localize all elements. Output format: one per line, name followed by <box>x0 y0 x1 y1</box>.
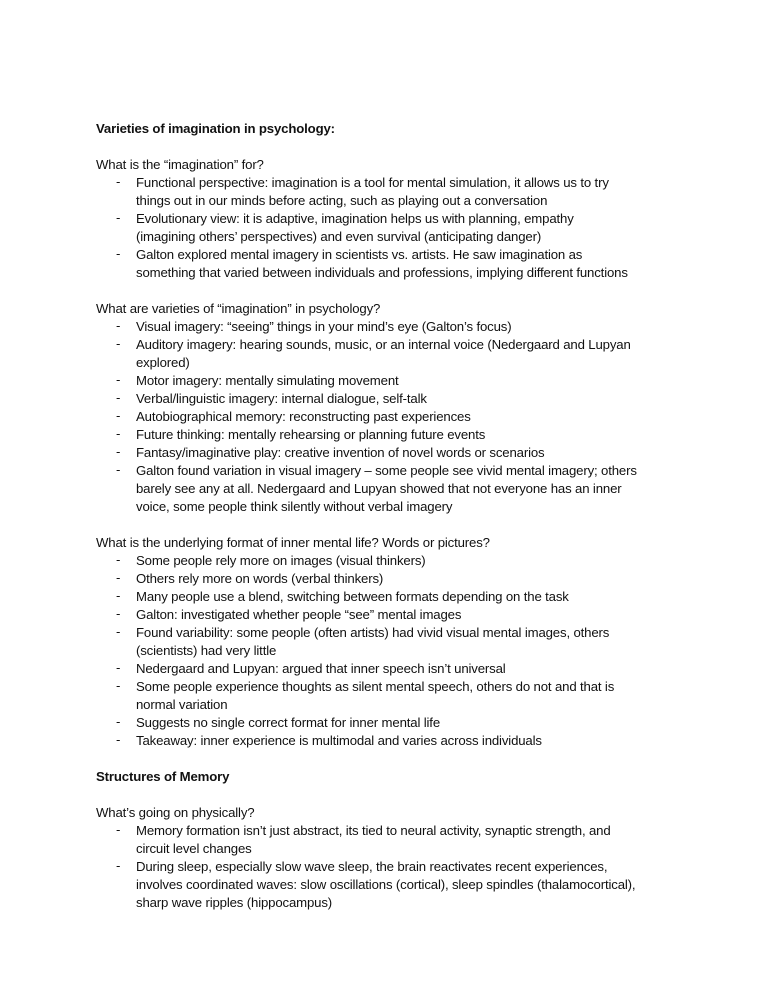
question-heading: What is the “imagination” for? <box>96 157 264 172</box>
list-item-text: sharp wave ripples (hippocampus) <box>136 895 333 910</box>
bullet-dash-icon: - <box>116 678 121 693</box>
list-item <box>96 606 696 624</box>
list-item-text: Autobiographical memory: reconstructing past experiences <box>136 409 471 424</box>
section-heading: Varieties of imagination in psychology: <box>96 121 335 136</box>
list-item <box>96 426 696 444</box>
list-item-text: During sleep, especially slow wave sleep, the brain reactivates recent experiences, <box>136 859 608 874</box>
bullet-list <box>96 174 696 282</box>
list-item <box>96 552 696 570</box>
list-item <box>96 732 696 750</box>
bullet-dash-icon: - <box>116 588 121 603</box>
bullet-dash-icon: - <box>116 372 121 387</box>
list-item <box>96 822 696 858</box>
spacer <box>96 282 696 300</box>
list-item <box>96 174 696 210</box>
list-item <box>96 372 696 390</box>
bullet-dash-icon: - <box>116 210 121 225</box>
bullet-dash-icon: - <box>116 336 121 351</box>
bullet-dash-icon: - <box>116 444 121 459</box>
question-heading: What are varieties of “imagination” in psychology? <box>96 301 381 316</box>
bullet-dash-icon: - <box>116 174 121 189</box>
bullet-dash-icon: - <box>116 552 121 567</box>
list-item-text: something that varied between individuals and professions, implying different functions <box>136 265 628 280</box>
bullet-dash-icon: - <box>116 462 121 477</box>
bullet-dash-icon: - <box>116 714 121 729</box>
bullet-dash-icon: - <box>116 624 121 639</box>
spacer <box>96 138 696 156</box>
list-item-text: involves coordinated waves: slow oscillations (cortical), sleep spindles (thalamocortical), <box>136 877 636 892</box>
list-item <box>96 462 696 516</box>
bullet-dash-icon: - <box>116 732 121 747</box>
bullet-dash-icon: - <box>116 246 121 261</box>
list-item-text: Future thinking: mentally rehearsing or planning future events <box>136 427 486 442</box>
list-item-text: (imagining others’ perspectives) and even survival (anticipating danger) <box>136 229 542 244</box>
bullet-list <box>96 552 696 750</box>
list-item-text: Functional perspective: imagination is a tool for mental simulation, it allows us to try <box>136 175 609 190</box>
bullet-list <box>96 318 696 516</box>
list-item <box>96 660 696 678</box>
list-item-text: Some people rely more on images (visual thinkers) <box>136 553 426 568</box>
list-item-text: Nedergaard and Lupyan: argued that inner speech isn’t universal <box>136 661 506 676</box>
list-item-text: Motor imagery: mentally simulating movement <box>136 373 399 388</box>
list-item-text: voice, some people think silently without verbal imagery <box>136 499 453 514</box>
list-item <box>96 210 696 246</box>
list-item <box>96 570 696 588</box>
bullet-list <box>96 822 696 912</box>
list-item-text: (scientists) had very little <box>136 643 277 658</box>
list-item <box>96 246 696 282</box>
list-item-text: explored) <box>136 355 190 370</box>
section-heading: Structures of Memory <box>96 769 230 784</box>
list-item-text: circuit level changes <box>136 841 252 856</box>
bullet-dash-icon: - <box>116 318 121 333</box>
list-item-text: Verbal/linguistic imagery: internal dialogue, self-talk <box>136 391 427 406</box>
spacer <box>96 516 696 534</box>
list-item-text: Many people use a blend, switching between formats depending on the task <box>136 589 569 604</box>
bullet-dash-icon: - <box>116 426 121 441</box>
list-item-text: Evolutionary view: it is adaptive, imagination helps us with planning, empathy <box>136 211 574 226</box>
list-item <box>96 444 696 462</box>
list-item-text: Fantasy/imaginative play: creative invention of novel words or scenarios <box>136 445 545 460</box>
bullet-dash-icon: - <box>116 570 121 585</box>
list-item <box>96 678 696 714</box>
question-heading: What is the underlying format of inner mental life? Words or pictures? <box>96 535 490 550</box>
bullet-dash-icon: - <box>116 660 121 675</box>
list-item-text: Galton found variation in visual imagery – some people see vivid mental imagery; others <box>136 463 637 478</box>
list-item-text: Takeaway: inner experience is multimodal and varies across individuals <box>136 733 542 748</box>
list-item-text: Auditory imagery: hearing sounds, music, or an internal voice (Nedergaard and Lupyan <box>136 337 631 352</box>
bullet-dash-icon: - <box>116 408 121 423</box>
list-item-text: normal variation <box>136 697 228 712</box>
list-item-text: Galton: investigated whether people “see” mental images <box>136 607 462 622</box>
list-item <box>96 318 696 336</box>
list-item <box>96 336 696 372</box>
list-item <box>96 588 696 606</box>
list-item-text: Memory formation isn’t just abstract, its tied to neural activity, synaptic strength, and <box>136 823 611 838</box>
bullet-dash-icon: - <box>116 822 121 837</box>
bullet-dash-icon: - <box>116 390 121 405</box>
list-item-text: things out in our minds before acting, such as playing out a conversation <box>136 193 548 208</box>
list-item-text: Suggests no single correct format for inner mental life <box>136 715 441 730</box>
document-page <box>96 120 696 912</box>
bullet-dash-icon: - <box>116 606 121 621</box>
list-item <box>96 714 696 732</box>
list-item-text: Visual imagery: “seeing” things in your mind’s eye (Galton’s focus) <box>136 319 512 334</box>
question-heading: What’s going on physically? <box>96 805 255 820</box>
list-item <box>96 624 696 660</box>
list-item <box>96 858 696 912</box>
list-item-text: Some people experience thoughts as silent mental speech, others do not and that is <box>136 679 615 694</box>
bullet-dash-icon: - <box>116 858 121 873</box>
list-item <box>96 408 696 426</box>
list-item-text: Others rely more on words (verbal thinkers) <box>136 571 384 586</box>
spacer <box>96 750 696 768</box>
list-item <box>96 390 696 408</box>
list-item-text: Found variability: some people (often artists) had vivid visual mental images, others <box>136 625 610 640</box>
list-item-text: Galton explored mental imagery in scientists vs. artists. He saw imagination as <box>136 247 583 262</box>
list-item-text: barely see any at all. Nedergaard and Lupyan showed that not everyone has an inner <box>136 481 622 496</box>
spacer <box>96 786 696 804</box>
